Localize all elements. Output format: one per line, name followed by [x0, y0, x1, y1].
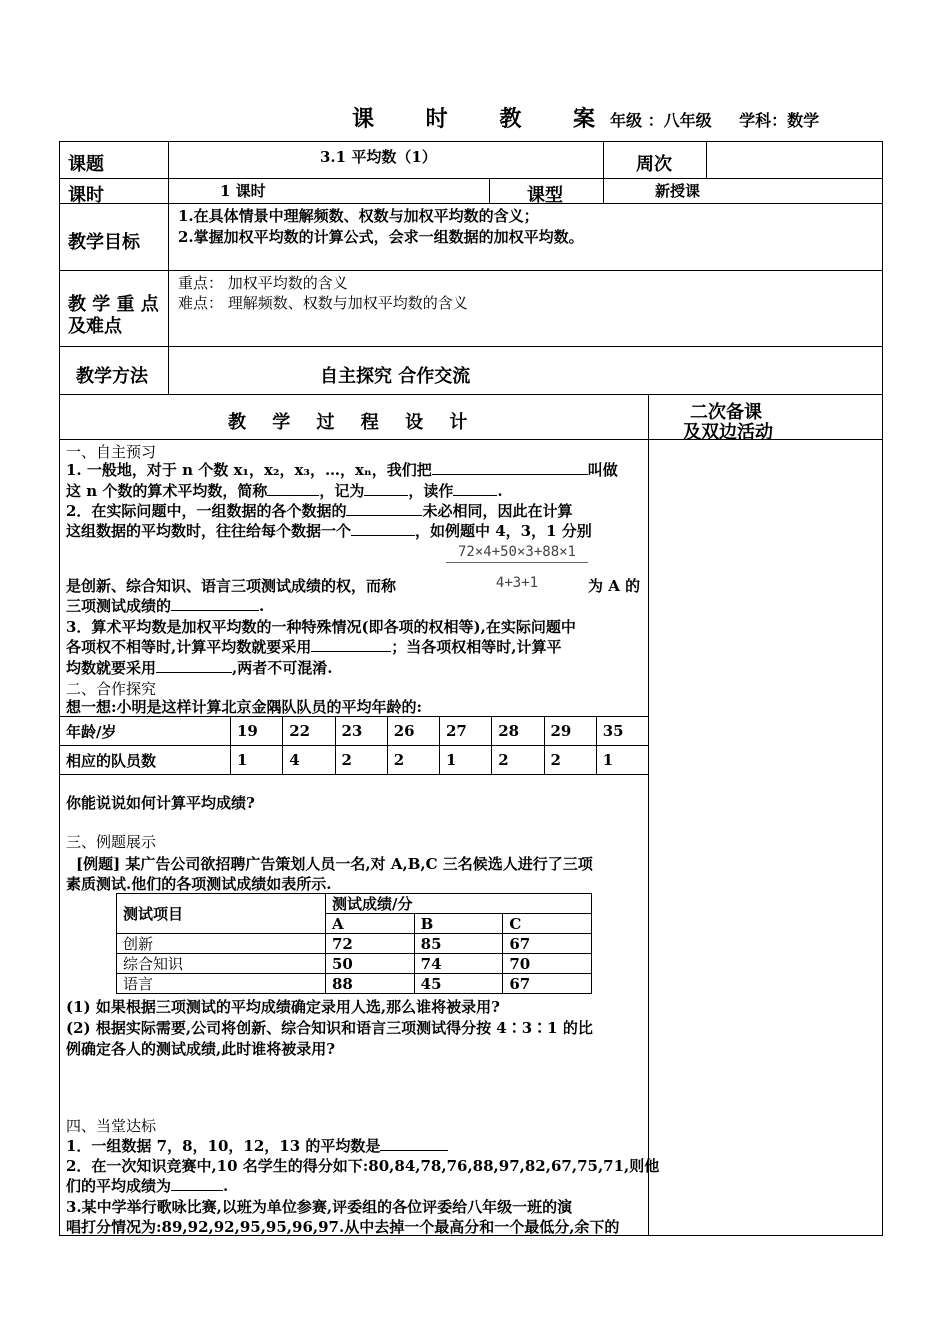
- q2-line2: [66, 521, 592, 541]
- q1-text-c: 这 n 个数的算术平均数，简称: [66, 482, 268, 500]
- score-cell: 45: [414, 974, 503, 994]
- row-label: 相应的队员数: [60, 746, 231, 775]
- q1-text-a: 1. 一般地，对于 n 个数 x₁，x₂，x₃，…，xₙ，我们把: [66, 461, 432, 479]
- practice-3-line1: 3.某中学举行歌咏比赛,以班为单位参赛,评委组的各位评委给八年级一班的演: [66, 1198, 573, 1216]
- q2-line3-a: 是创新、综合知识、语言三项测试成绩的权，而称: [66, 577, 397, 595]
- section2-intro: 想一想:小明是这样计算北京金隅队队员的平均年龄的:: [66, 698, 423, 716]
- difficulty-point: 难点： 理解频数、权数与加权平均数的含义: [178, 294, 468, 312]
- row-divider: [59, 203, 883, 204]
- age-cell: 35: [596, 717, 648, 746]
- q1-text-e: ，读作: [408, 482, 454, 500]
- age-cell: 26: [387, 717, 439, 746]
- goal-item: 2.掌握加权平均数的计算公式，会求一组数据的加权平均数。: [178, 228, 584, 246]
- col-header-b: B: [414, 914, 503, 934]
- q2-text-b: 未必相同，因此在计算: [422, 502, 573, 520]
- example-q1: (1) 如果根据三项测试的平均成绩确定录用人选,那么谁将被录用?: [66, 998, 500, 1016]
- q1-text-d: ，记为: [319, 482, 365, 500]
- table-row: [117, 954, 592, 974]
- count-cell: 2: [335, 746, 387, 775]
- col-divider: [168, 141, 169, 394]
- col-header-c: C: [503, 914, 592, 934]
- side-title-2: 及双边活动: [683, 422, 773, 443]
- weighted-formula: [446, 544, 588, 591]
- blank: [453, 481, 497, 496]
- goal-item: 1.在具体情景中理解频数、权数与加权平均数的含义；: [178, 207, 539, 225]
- score-cell: 88: [326, 974, 415, 994]
- blank: [267, 481, 319, 496]
- table-row: [117, 894, 592, 914]
- method-value: 自主探究 合作交流: [320, 366, 471, 387]
- q2-line4: [66, 596, 264, 616]
- q1-text-b: 叫做: [587, 461, 618, 479]
- q1-line2: [66, 481, 503, 501]
- age-cell: 27: [440, 717, 492, 746]
- blank: [171, 596, 259, 611]
- col-header-a: A: [326, 914, 415, 934]
- col-divider: [489, 178, 490, 203]
- q3-line3: [66, 658, 332, 678]
- example-line2: 素质测试.他们的各项测试成绩如表所示.: [66, 875, 332, 893]
- section-heading: 二、合作探究: [66, 680, 157, 698]
- page-title: 课 时 教 案: [352, 106, 617, 132]
- practice-2-line2: [66, 1176, 228, 1196]
- process-title: 教 学 过 程 设 计: [228, 412, 478, 433]
- count-cell: 1: [440, 746, 492, 775]
- formula-numerator: 72×4+50×3+88×1: [446, 544, 588, 563]
- age-cell: 22: [283, 717, 335, 746]
- q3-line2: [66, 637, 561, 657]
- col-header-item: 测试项目: [117, 894, 326, 934]
- row-name: 语言: [117, 974, 326, 994]
- section-heading: 三、例题展示: [66, 833, 157, 851]
- q3-text-d: 均数就要采用: [66, 659, 157, 677]
- score-cell: 74: [414, 954, 503, 974]
- q1-line1: [66, 460, 618, 480]
- score-cell: 67: [503, 934, 592, 954]
- q2-text-d: ，如例题中 4，3，1 分别: [415, 522, 592, 540]
- col-divider: [706, 141, 707, 178]
- hours-label: 课时: [68, 185, 104, 206]
- example-q2-line2: 例确定各人的测试成绩,此时谁将被录用?: [66, 1040, 336, 1058]
- score-cell: 85: [414, 934, 503, 954]
- section2-question: 你能说说如何计算平均成绩?: [66, 794, 255, 812]
- table-border-top: [59, 141, 883, 142]
- blank: [380, 1136, 448, 1151]
- blank: [311, 637, 391, 652]
- example-q2-line1: (2) 根据实际需要,公司将创新、综合知识和语言三项测试得分按 4∶3∶1 的比: [66, 1019, 593, 1037]
- count-cell: 2: [544, 746, 596, 775]
- practice-2-end: .: [223, 1177, 229, 1195]
- keypoints-label-2: 及难点: [68, 316, 122, 337]
- formula-denominator: 4+3+1: [495, 575, 539, 591]
- score-table: [116, 893, 592, 994]
- blank: [156, 658, 232, 673]
- row-name: 综合知识: [117, 954, 326, 974]
- score-cell: 67: [503, 974, 592, 994]
- q1-text-f: .: [497, 482, 503, 500]
- method-label: 教学方法: [76, 366, 148, 387]
- col-divider: [603, 141, 604, 203]
- subject-label: 学科：数学: [739, 111, 820, 130]
- table-row: [60, 717, 649, 746]
- score-cell: 70: [503, 954, 592, 974]
- q3-text-c: ；当各项权相等时,计算平: [391, 638, 562, 656]
- practice-3-line2: 唱打分情况为:89,92,92,95,95,96,97.从中去掉一个最高分和一个最低分,余下的: [66, 1218, 620, 1236]
- table-border-right: [882, 141, 883, 1236]
- practice-1-text: 1．一组数据 7，8，10，12，13 的平均数是: [66, 1137, 381, 1155]
- section-heading: 一、自主预习: [66, 443, 157, 461]
- row-divider: [59, 394, 883, 395]
- key-point: 重点： 加权平均数的含义: [178, 274, 348, 292]
- count-cell: 4: [283, 746, 335, 775]
- age-cell: 19: [231, 717, 283, 746]
- q2-line3-b: 为 A 的: [588, 577, 641, 595]
- row-name: 创新: [117, 934, 326, 954]
- count-cell: 2: [492, 746, 544, 775]
- q3-text-e: ,两者不可混淆.: [232, 659, 333, 677]
- topic-value: 3.1 平均数（1）: [320, 148, 437, 166]
- practice-2-line1: 2．在一次知识竞赛中,10 名学生的得分如下:80,84,78,76,88,97,82,67,75,71,则他: [66, 1157, 660, 1175]
- row-divider: [59, 346, 883, 347]
- score-cell: 72: [326, 934, 415, 954]
- table-row: [117, 974, 592, 994]
- age-table: [59, 716, 649, 775]
- row-label: 年龄/岁: [60, 717, 231, 746]
- count-cell: 1: [596, 746, 648, 775]
- header-meta: [610, 108, 841, 131]
- score-cell: 50: [326, 954, 415, 974]
- practice-2-text: 们的平均成绩为: [66, 1177, 172, 1195]
- q3-text-b: 各项权不相等时,计算平均数就要采用: [66, 638, 312, 656]
- goals-label: 教学目标: [68, 232, 140, 253]
- week-label: 周次: [636, 154, 672, 175]
- q2-text-g: 三项测试成绩的: [66, 597, 172, 615]
- table-row: [60, 746, 649, 775]
- example-line1: [例题] 某广告公司欲招聘广告策划人员一名,对 A,B,C 三名候选人进行了三项: [76, 855, 593, 873]
- blank: [171, 1176, 223, 1191]
- blank: [432, 460, 588, 475]
- q3-line1: 3．算术平均数是加权平均数的一种特殊情况(即各项的权相等),在实际问题中: [66, 618, 576, 636]
- row-divider: [59, 178, 883, 179]
- count-cell: 1: [231, 746, 283, 775]
- side-title: 二次备课: [690, 402, 762, 423]
- grade-label: 年级 ：八年级: [610, 111, 712, 130]
- keypoints-label: 教 学 重 点: [68, 294, 159, 315]
- blank: [351, 521, 415, 536]
- col-header-score: 测试成绩/分: [326, 894, 592, 914]
- blank: [346, 501, 422, 516]
- age-cell: 28: [492, 717, 544, 746]
- row-divider: [59, 270, 883, 271]
- topic-label: 课题: [68, 154, 104, 175]
- table-border-left: [59, 141, 60, 1236]
- type-value: 新授课: [655, 182, 701, 200]
- hours-value: 1 课时: [220, 182, 266, 200]
- type-label: 课型: [527, 185, 563, 206]
- section-heading: 四、当堂达标: [66, 1117, 157, 1135]
- q2-text-a: 2．在实际问题中，一组数据的各个数据的: [66, 502, 347, 520]
- practice-1: [66, 1136, 448, 1156]
- blank: [364, 481, 408, 496]
- col-divider: [648, 394, 649, 1236]
- table-row: [117, 934, 592, 954]
- q2-line1: [66, 501, 572, 521]
- age-cell: 23: [335, 717, 387, 746]
- count-cell: 2: [387, 746, 439, 775]
- q2-text-c: 这组数据的平均数时，往往给每个数据一个: [66, 522, 352, 540]
- age-cell: 29: [544, 717, 596, 746]
- q2-text-h: .: [259, 597, 265, 615]
